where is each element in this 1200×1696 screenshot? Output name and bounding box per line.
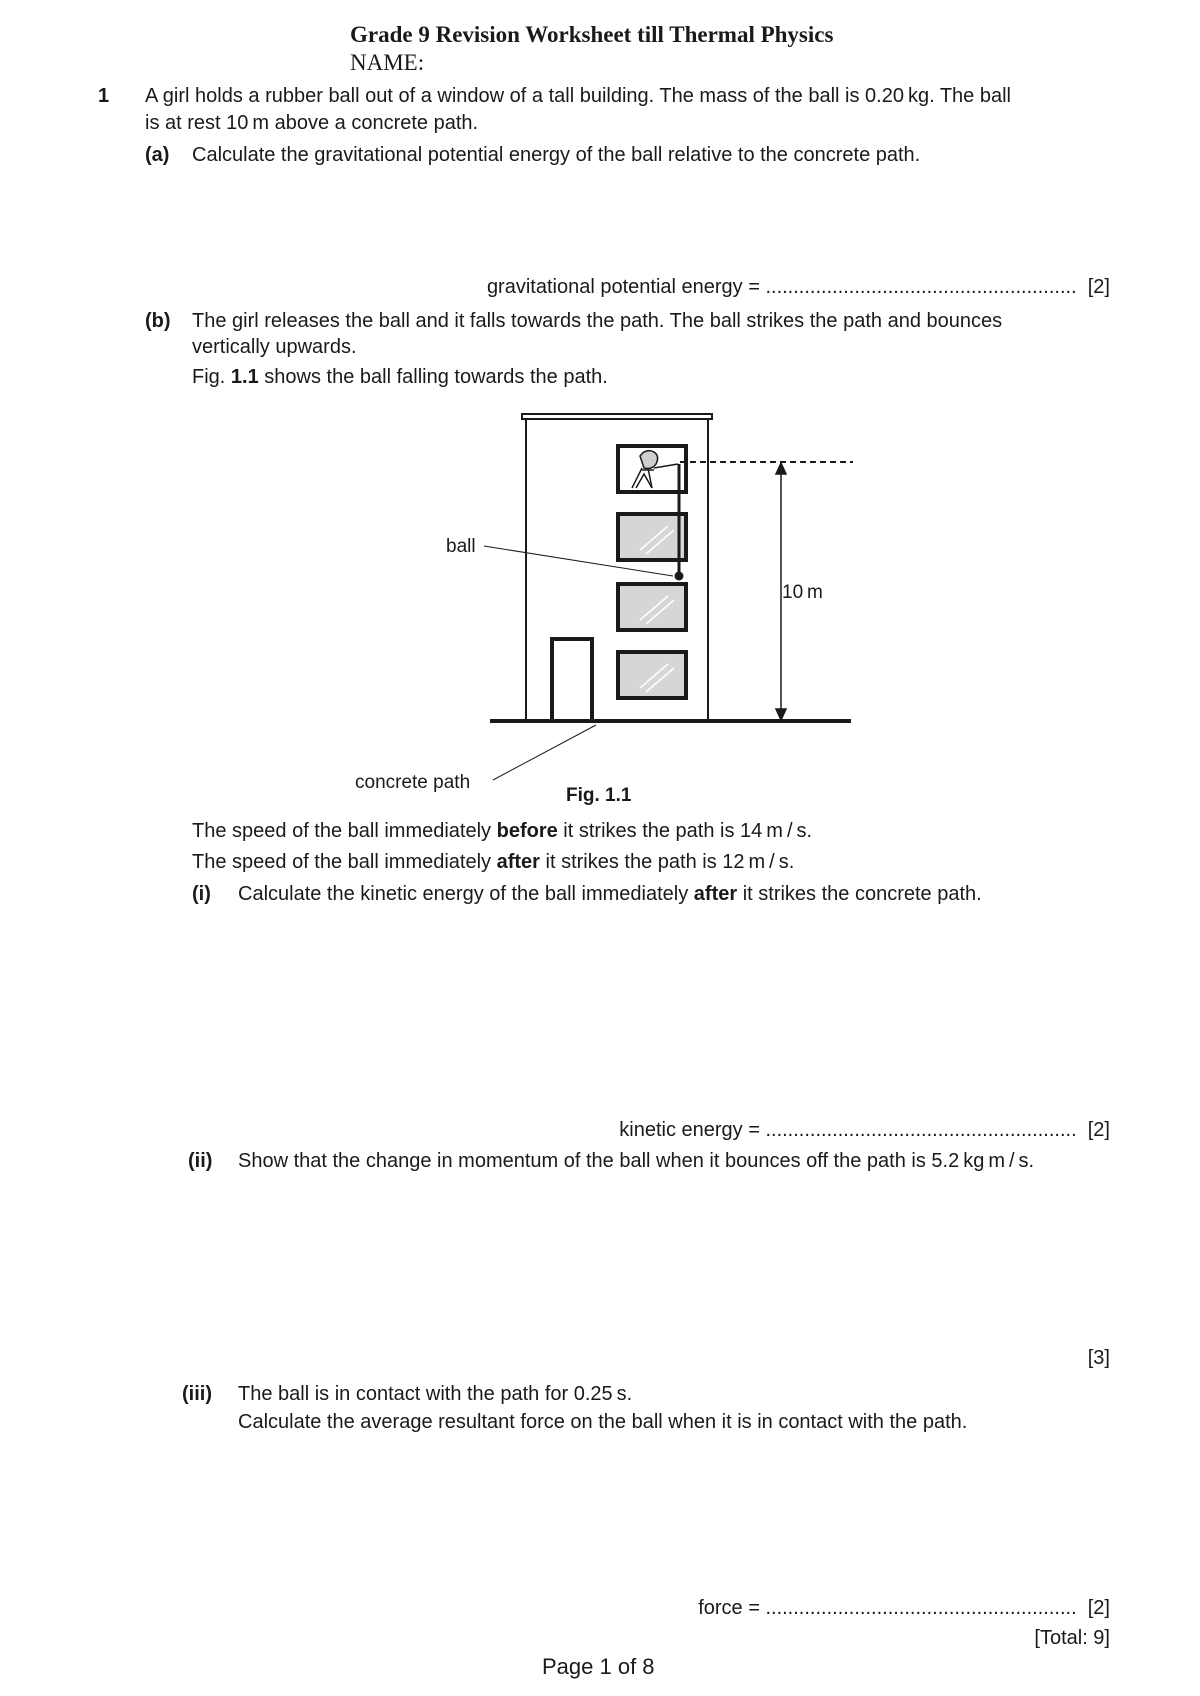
speed-after-bold: after xyxy=(496,851,540,873)
height-label: 10 m xyxy=(782,582,823,603)
part-a-text: Calculate the gravitational potential energy of the ball relative to the concrete path. xyxy=(192,144,921,166)
path-leader-line xyxy=(493,725,596,780)
sub-i-text-bold: after xyxy=(693,883,738,905)
sub-i-answer-label: kinetic energy = xyxy=(619,1119,766,1141)
speed-after-post: it strikes the path is 12 m / s. xyxy=(539,851,795,873)
question-intro-line-2: is at rest 10 m above a concrete path. xyxy=(145,112,479,134)
sub-iii-answer-dots[interactable]: ........................................................ xyxy=(765,1597,1077,1619)
sub-i-marks: [2] xyxy=(1087,1119,1110,1141)
figure-reference-suffix: shows the ball falling towards the path. xyxy=(258,366,608,388)
sub-i-label: (i) xyxy=(192,883,211,905)
name-label: NAME: xyxy=(350,50,425,75)
part-a-label: (a) xyxy=(145,144,170,166)
sub-i-text-post: it strikes the concrete path. xyxy=(737,883,982,905)
windows xyxy=(618,446,686,698)
question-number: 1 xyxy=(98,85,110,107)
sub-ii-label: (ii) xyxy=(188,1150,213,1172)
window-3 xyxy=(618,584,686,630)
part-b-text-line-1: The girl releases the ball and it falls towards the path. The ball strikes the path and bounces xyxy=(192,310,1003,332)
sub-i-text-pre: Calculate the kinetic energy of the ball immediately xyxy=(238,883,694,905)
sub-iii-label: (iii) xyxy=(182,1383,212,1405)
window-4 xyxy=(618,652,686,698)
total-marks: [Total: 9] xyxy=(1034,1627,1110,1649)
part-a-marks: [2] xyxy=(1087,276,1110,298)
page-number: Page 1 of 8 xyxy=(542,1654,655,1679)
speed-before-pre: The speed of the ball immediately xyxy=(192,820,497,842)
speed-after-statement xyxy=(192,851,794,874)
figure-caption: Fig. 1.1 xyxy=(566,785,632,806)
speed-before-bold: before xyxy=(496,820,558,842)
figure-reference-number: 1.1 xyxy=(230,366,259,388)
door xyxy=(552,639,592,721)
sub-i-text xyxy=(238,883,982,906)
sub-i-answer-line xyxy=(619,1119,1110,1142)
sub-i-answer-dots[interactable]: ........................................................ xyxy=(765,1119,1077,1141)
sub-ii-text: Show that the change in momentum of the ball when it bounces off the path is 5.2 kg m / s. xyxy=(238,1150,1035,1172)
part-b-label: (b) xyxy=(145,310,171,332)
sub-iii-answer-label: force = xyxy=(698,1597,766,1619)
sub-iii-text-line-2: Calculate the average resultant force on the ball when it is in contact with the path. xyxy=(238,1411,968,1433)
speed-before-statement xyxy=(192,820,812,843)
part-b-text-line-2: vertically upwards. xyxy=(192,336,357,358)
window-2 xyxy=(618,514,686,560)
ball xyxy=(675,572,684,581)
sub-ii-marks: [3] xyxy=(1087,1347,1110,1369)
part-a-answer-dots[interactable]: ........................................................ xyxy=(765,276,1077,298)
figure-reference-prefix: Fig. xyxy=(192,366,231,388)
part-a-answer-label: gravitational potential energy = xyxy=(486,276,766,298)
worksheet-title: Grade 9 Revision Worksheet till Thermal Physics xyxy=(350,22,834,47)
sub-iii-text-line-1: The ball is in contact with the path for 0.25 s. xyxy=(238,1383,633,1405)
speed-before-post: it strikes the path is 14 m / s. xyxy=(557,820,813,842)
sub-iii-marks: [2] xyxy=(1087,1597,1110,1619)
question-intro-line-1: A girl holds a rubber ball out of a window of a tall building. The mass of the ball is 0.20 kg. The ball xyxy=(145,85,1011,107)
ball-label: ball xyxy=(446,536,476,557)
speed-after-pre: The speed of the ball immediately xyxy=(192,851,497,873)
sub-iii-answer-line xyxy=(698,1597,1110,1620)
concrete-path-label: concrete path xyxy=(355,772,471,793)
